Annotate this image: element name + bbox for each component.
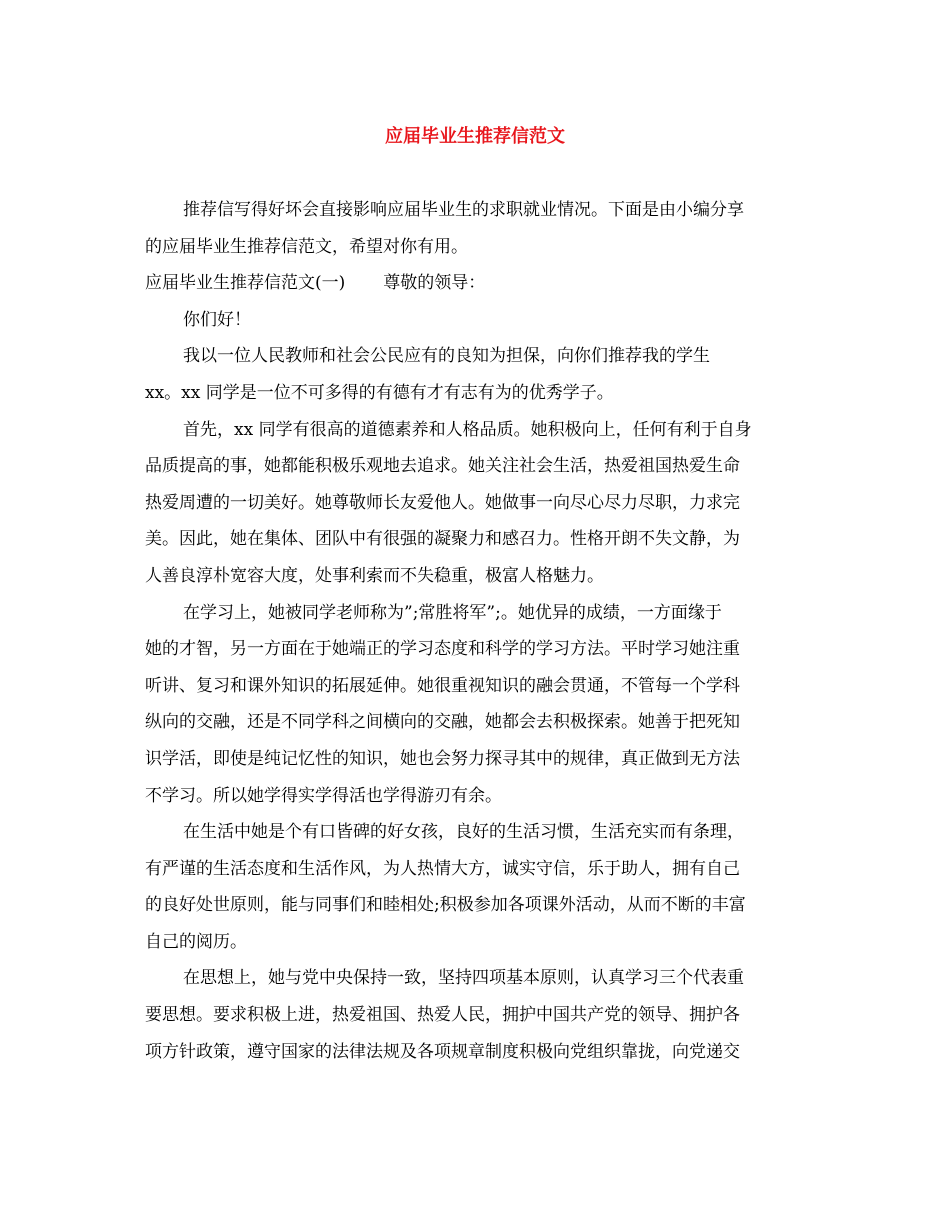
text-line-content: 美。因此，她在集体、团队中有很强的凝聚力和感召力。性格开朗不失文静，为 bbox=[145, 529, 740, 550]
text-line bbox=[145, 412, 807, 449]
text-line-content: 推荐信写得好坏会直接影响应届毕业生的求职就业情况。下面是由小编分享 bbox=[183, 200, 744, 220]
text-line-content: 不学习。所以她学得实学得活也学得游刃有余。 bbox=[145, 785, 502, 806]
text-line-content: 她的才智，另一方面在于她端正的学习态度和科学的学习方法。平时学习她注重 bbox=[145, 639, 740, 660]
text-line bbox=[145, 814, 807, 851]
text-line-content: 的良好处世原则，能与同事们和睦相处;积极参加各项课外活动，从而不断的丰富 bbox=[145, 895, 746, 916]
text-line-content: 你们好！ bbox=[183, 309, 251, 330]
text-line bbox=[145, 192, 807, 229]
text-line bbox=[145, 302, 807, 339]
text-line-content: 听讲、复习和课外知识的拓展延伸。她很重视知识的融会贯通，不管每一个学科 bbox=[145, 675, 740, 696]
text-line-content: 有严谨的生活态度和生活作风，为人热情大方，诚实守信，乐于助人，拥有自己 bbox=[145, 858, 740, 879]
text-line-content: 识学活，即使是纯记忆性的知识，她也会努力探寻其中的规律，真正做到无方法 bbox=[145, 748, 740, 769]
text-line bbox=[145, 704, 807, 741]
salutation: 尊敬的领导： bbox=[383, 273, 486, 294]
document-body bbox=[145, 192, 807, 1070]
text-line-content: xx。xx 同学是一位不可多得的有德有才有志有为的优秀学子。 bbox=[145, 382, 614, 403]
text-line bbox=[145, 485, 807, 522]
text-line bbox=[145, 851, 807, 888]
text-line bbox=[145, 960, 807, 997]
text-line-content: 项方针政策，遵守国家的法律法规及各项规章制度积极向党组织靠拢，向党递交 bbox=[145, 1041, 740, 1062]
text-line-content: 首先，xx 同学有很高的道德素养和人格品质。她积极向上，任何有利于自身 bbox=[183, 419, 752, 440]
text-line bbox=[145, 521, 807, 558]
text-line bbox=[145, 741, 807, 778]
text-line bbox=[145, 997, 807, 1034]
text-line-content: 的应届毕业生推荐信范文，希望对你有用。 bbox=[145, 236, 468, 257]
text-line-content: 在生活中她是个有口皆碑的好女孩，良好的生活习惯，生活充实而有条理， bbox=[183, 822, 744, 843]
text-line bbox=[145, 1034, 807, 1071]
text-line-content: 热爱周遭的一切美好。她尊敬师长友爱他人。她做事一向尽心尽力尽职，力求完 bbox=[145, 492, 740, 513]
text-line-content: 自己的阅历。 bbox=[145, 931, 247, 952]
text-line bbox=[145, 595, 807, 632]
text-line-content: 纵向的交融，还是不同学科之间横向的交融，她都会去积极探索。她善于把死知 bbox=[145, 712, 740, 733]
text-line-content: 应届毕业生推荐信范文(一) bbox=[145, 273, 346, 294]
text-line bbox=[145, 375, 807, 412]
document-title: 应届毕业生推荐信范文 bbox=[385, 126, 565, 147]
text-line-content: 要思想。要求积极上进，热爱祖国、热爱人民，拥护中国共产党的领导、拥护各 bbox=[145, 1005, 740, 1026]
text-line bbox=[145, 558, 807, 595]
text-line-content: 我以一位人民教师和社会公民应有的良知为担保，向你们推荐我的学生 bbox=[183, 346, 710, 367]
text-line bbox=[145, 265, 807, 302]
text-line-content: 在学习上，她被同学老师称为”;常胜将军”;。她优异的成绩，一方面缘于 bbox=[183, 602, 722, 623]
text-line bbox=[145, 229, 807, 266]
text-line bbox=[145, 631, 807, 668]
text-line bbox=[145, 448, 807, 485]
text-line-content: 品质提高的事，她都能积极乐观地去追求。她关注社会生活，热爱祖国热爱生命 bbox=[145, 456, 740, 477]
text-line-content: 人善良淳朴宽容大度，处事利索而不失稳重，极富人格魅力。 bbox=[145, 565, 604, 586]
text-line bbox=[145, 887, 807, 924]
text-line-content: 在思想上，她与党中央保持一致，坚持四项基本原则，认真学习三个代表重 bbox=[183, 968, 744, 989]
text-line bbox=[145, 778, 807, 815]
text-line bbox=[145, 338, 807, 375]
text-line bbox=[145, 668, 807, 705]
text-line bbox=[145, 924, 807, 961]
